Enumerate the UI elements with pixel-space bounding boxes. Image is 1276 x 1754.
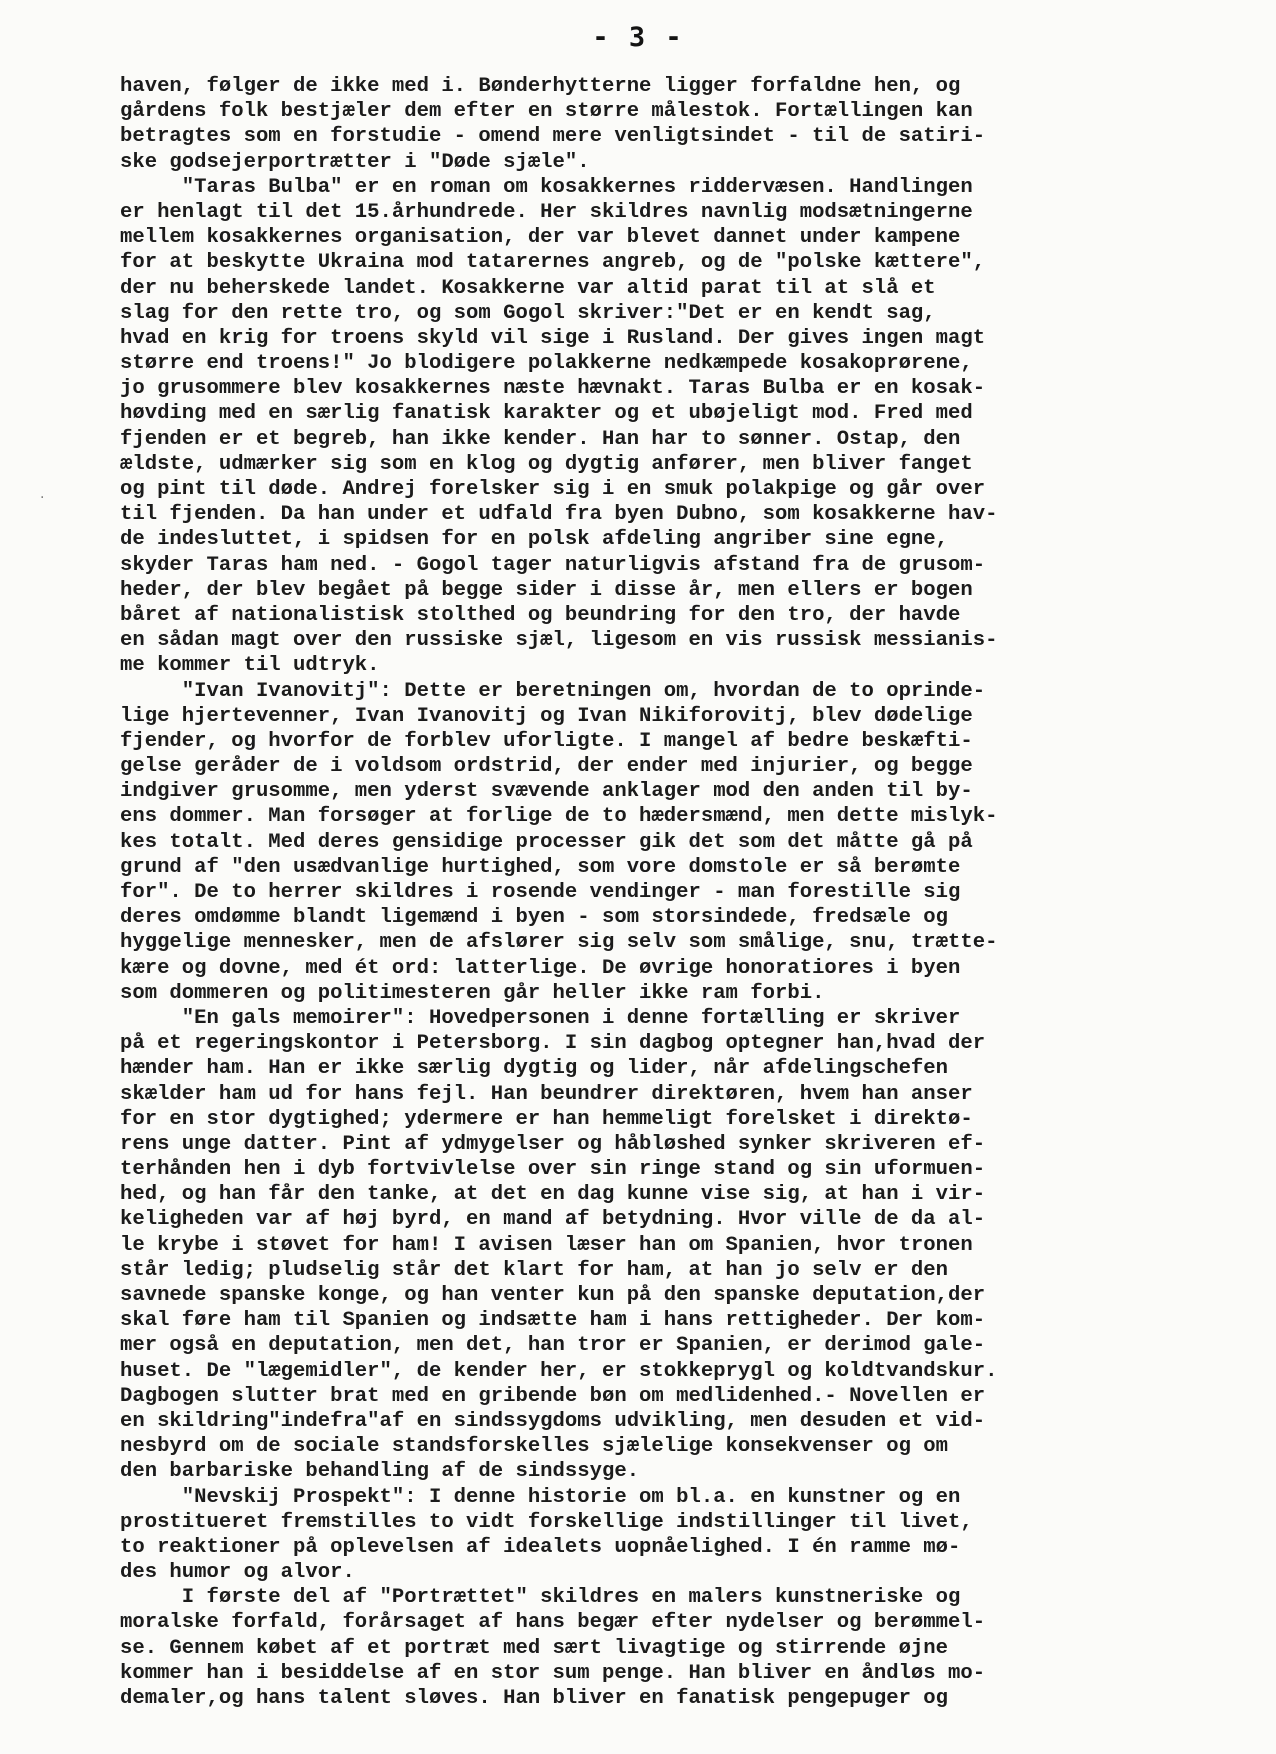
text-line: terhånden hen i dyb fortvivlelse over sin ringe stand og sin uformuen- <box>120 1158 986 1182</box>
text-line: huset. De "lægemidler", de kender her, er stokkeprygl og koldtvandskur. <box>120 1359 998 1383</box>
text-line: heder, der blev begået på begge sider i disse år, men ellers er bogen <box>120 578 973 602</box>
text-line: "En gals memoirer": Hovedpersonen i denne fortælling er skriver <box>120 1006 961 1030</box>
text-line: kes totalt. Med deres gensidige processer gik det som det måtte gå på <box>120 830 973 854</box>
text-line: des humor og alvor. <box>120 1561 355 1585</box>
text-line: le krybe i støvet for ham! I avisen læser han om Spanien, hvor tronen <box>120 1233 973 1257</box>
text-line: gelse geråder de i voldsom ordstrid, der ender med injurier, og begge <box>120 755 973 779</box>
text-line: hyggelige mennesker, men de afslører sig selv som smålige, snu, trætte- <box>120 931 998 955</box>
text-line: fjender, og hvorfor de forblev uforligte. I mangel af bedre beskæfti- <box>120 729 973 753</box>
text-line: mer også en deputation, men det, han tror er Spanien, er derimod gale- <box>120 1334 986 1358</box>
text-line: lige hjertevenner, Ivan Ivanovitj og Ivan Nikiforovitj, blev dødelige <box>120 704 973 728</box>
text-line: ældste, udmærker sig som en klog og dygtig anfører, men bliver fanget <box>120 452 973 476</box>
text-line: og pint til døde. Andrej forelsker sig i en smuk polakpige og går over <box>120 478 986 501</box>
text-line: indgiver grusomme, men yderst svævende anklager mod den anden til by- <box>120 780 973 804</box>
text-line: se. Gennem købet af et portræt med sært livagtige og stirrende øjne <box>120 1636 949 1660</box>
text-line: ens dommer. Man forsøger at forlige de to hædersmænd, men dette mislyk- <box>120 805 998 829</box>
text-line: to reaktioner på oplevelsen af idealets uopnåelighed. I én ramme mø- <box>120 1535 961 1559</box>
body-text <box>120 74 1200 1711</box>
text-line: for at beskytte Ukraina mod tatarernes angreb, og de "polske kættere", <box>120 251 986 275</box>
text-line: for". De to herrer skildres i rosende vendinger - man forestille sig <box>120 881 961 904</box>
text-line: "Ivan Ivanovitj": Dette er beretningen om, hvordan de to oprinde- <box>120 679 986 703</box>
text-line: hvad en krig for troens skyld vil sige i Rusland. Der gives ingen magt <box>120 326 986 350</box>
text-line: hed, og han får den tanke, at det en dag kunne vise sig, at han i vir- <box>120 1183 986 1207</box>
text-line: grund af "den usædvanlige hurtighed, som vore domstole er så berømte <box>120 855 961 879</box>
text-line: prostitueret fremstilles to vidt forskellige indstillinger til livet, <box>120 1510 973 1534</box>
text-line: de indesluttet, i spidsen for en polsk afdeling angriber sine egne, <box>120 528 949 552</box>
text-line: skælder ham ud for hans fejl. Han beundrer direktøren, hvem han anser <box>120 1082 973 1106</box>
text-line: haven, følger de ikke med i. Bønderhytterne ligger forfaldne hen, og <box>120 75 961 98</box>
text-line: I første del af "Portrættet" skildres en malers kunstneriske og <box>120 1586 961 1610</box>
text-line: Dagbogen slutter brat med en gribende bøn om medlidenhed.- Novellen er <box>120 1384 986 1408</box>
text-line: større end troens!" Jo blodigere polakkerne nedkæmpede kosakoprørene, <box>120 352 973 376</box>
text-line: skal føre ham til Spanien og indsætte ham i hans rettigheder. Der kom- <box>120 1309 986 1333</box>
text-line: moralske forfald, forårsaget af hans begær efter nydelser og berømmel- <box>120 1611 986 1635</box>
text-line: står ledig; pludselig står det klart for ham, at han jo selv er den <box>120 1258 949 1282</box>
text-line: deres omdømme blandt ligemænd i byen - som storsindede, fredsæle og <box>120 906 949 930</box>
text-line: betragtes som en forstudie - omend mere venligtsindet - til de satiri- <box>120 125 986 149</box>
text-line: båret af nationalistisk stolthed og beundring for den tro, der havde <box>120 603 961 627</box>
text-line: fjenden er et begreb, han ikke kender. Han har to sønner. Ostap, den <box>120 427 961 451</box>
text-line: den barbariske behandling af de sindssyge. <box>120 1460 640 1484</box>
text-line: på et regeringskontor i Petersborg. I sin dagbog optegner han,hvad der <box>120 1032 986 1056</box>
text-line: kære og dovne, med ét ord: latterlige. De øvrige honoratiores i byen <box>120 956 961 980</box>
text-line: skyder Taras ham ned. - Gogol tager naturligvis afstand fra de grusom- <box>120 553 986 577</box>
text-line: nesbyrd om de sociale standsforskelles sjælelige konsekvenser og om <box>120 1435 949 1459</box>
text-line: savnede spanske konge, og han venter kun på den spanske deputation,der <box>120 1284 986 1307</box>
text-line: som dommeren og politimesteren går heller ikke ram forbi. <box>120 981 825 1005</box>
page-number: - 3 - <box>592 22 684 53</box>
text-line: me kommer til udtryk. <box>120 654 380 678</box>
text-line: en sådan magt over den russiske sjæl, ligesom en vis russisk messianis- <box>120 629 998 653</box>
scan-speck-mark: · <box>40 490 45 506</box>
text-line: kommer han i besiddelse af en stor sum penge. Han bliver en åndløs mo- <box>120 1661 986 1685</box>
text-line: demaler,og hans talent sløves. Han bliver en fanatisk pengepuger og <box>120 1687 949 1710</box>
text-line: "Taras Bulba" er en roman om kosakkernes riddervæsen. Handlingen <box>120 175 973 199</box>
text-line: mellem kosakkernes organisation, der var blevet dannet under kampene <box>120 226 961 250</box>
text-line: jo grusommere blev kosakkernes næste hævnakt. Taras Bulba er en kosak- <box>120 377 986 401</box>
text-line: en skildring"indefra"af en sindssygdoms udvikling, men desuden et vid- <box>120 1409 986 1433</box>
text-line: gårdens folk bestjæler dem efter en større målestok. Fortællingen kan <box>120 100 973 124</box>
text-line: til fjenden. Da han under et udfald fra byen Dubno, som kosakkerne hav- <box>120 503 998 527</box>
text-line: hænder ham. Han er ikke særlig dygtig og lider, når afdelingschefen <box>120 1057 949 1081</box>
text-line: høvding med en særlig fanatisk karakter og et ubøjeligt mod. Fred med <box>120 402 973 426</box>
text-line: keligheden var af høj byrd, en mand af betydning. Hvor ville de da al- <box>120 1208 986 1232</box>
text-line: ske godsejerportrætter i "Døde sjæle". <box>120 150 590 174</box>
text-line: er henlagt til det 15.århundrede. Her skildres navnlig modsætningerne <box>120 200 973 224</box>
text-line: rens unge datter. Pint af ydmygelser og håbløshed synker skriveren ef- <box>120 1132 986 1156</box>
text-line: "Nevskij Prospekt": I denne historie om bl.a. en kunstner og en <box>120 1485 961 1509</box>
text-line: der nu beherskede landet. Kosakkerne var altid parat til at slå et <box>120 276 936 300</box>
text-line: slag for den rette tro, og som Gogol skriver:"Det er en kendt sag, <box>120 301 936 325</box>
text-line: for en stor dygtighed; ydermere er han hemmeligt forelsket i direktø- <box>120 1107 973 1131</box>
